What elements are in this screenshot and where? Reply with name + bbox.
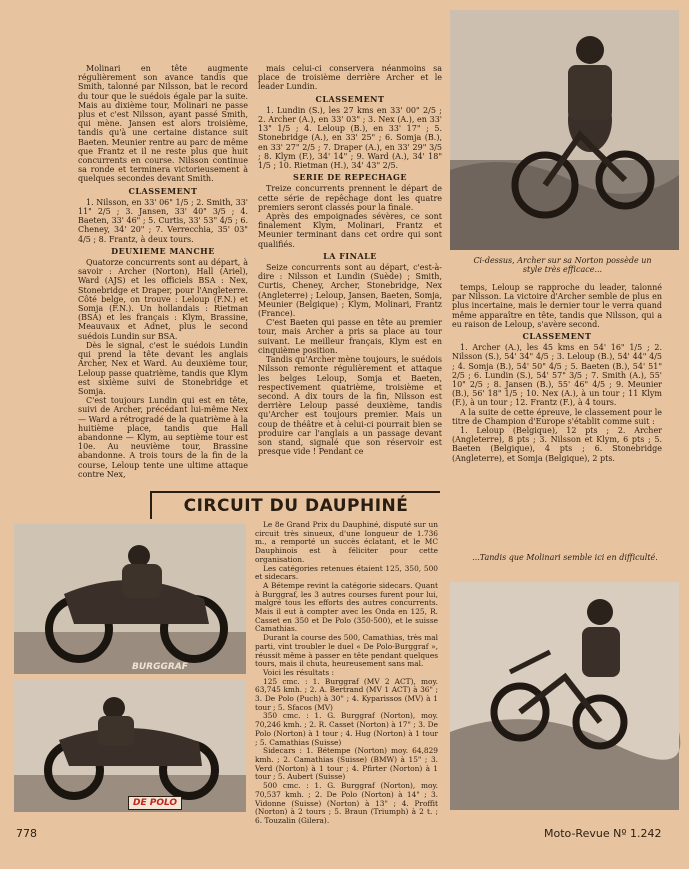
label-depolo: DE POLO: [128, 796, 182, 810]
label-burggraf: BURGGRAF: [132, 662, 188, 672]
results-500: 500 cmc. : 1. G. Burggraf (Norton), moy. 70,537 kmh. ; 2. De Polo (Norton) à 14" ; 3. Vidonne (Suisse) (Norton) à 13" ; 4. Proffit (Norton) à 2 tours ; 5. Braun (Triumph) à 2 t. ; 6. Touzalin (Gilera).: [255, 781, 438, 825]
photo-depolo: [14, 680, 246, 812]
results-350: 350 cmc. : 1. G. Burggraf (Norton), moy. 70,246 kmh. ; 2. R. Casset (Norton) à 17" ; 3. De Polo (Norton) à 1 tour ; 4. Hug (Norton) à 1 tour ; 5. Camathias (Suisse): [255, 711, 438, 747]
finale-paragraph-3: Tandis qu'Archer mène toujours, le suédois Nilsson remonte régulièrement et attaque les belges Leloup, Somja et Baeten, respectivement quatrième, troisième et second. A dix tours de la fin, Nilsson est derrière Leloup passé deuxième, tandis qu'Archer est toujours premier. Mais un coup de théâtre et à celui-ci pourrait bien se produire car l'anglais a un passage devant son stand, signalé que son réservoir est presque vide ! Pendant ce: [258, 355, 442, 457]
dauphine-p3: A Bétempe revint la catégorie sidecars. Quant à Burggraf, les 3 autres courses furent pour lui, malgré tous les efforts des autres concurrents. Mais il eut à compter avec les Onda en 125, R. Casset en 350 et De Polo (350-500), et le suisse Camathias.: [255, 580, 438, 634]
dauphine-title: CIRCUIT DU DAUPHINÉ: [150, 491, 440, 519]
repechage-paragraph-2: Après des empoignades sévères, ce sont finalement Klym, Molinari, Frantz et Meunier terminant dans cet ordre qui sont qualifiés.: [258, 212, 442, 249]
col3-paragraph-1: temps, Leloup se rapproche du leader, talonné par Nilsson. La victoire d'Archer semble de plus en plus incertaine, mais le dernier tour le verra quand même apparaître en tête, tandis que Nilsson, qui a eu raison de Leloup, s'avère second.: [452, 283, 662, 329]
manche-paragraph-3: C'est toujours Lundin qui est en tête, suivi de Archer, précédant lui-même Nex — Ward a rétrogradé de la quatrième à la huitième place, tandis que Hall abandonne — Klym, au septième tour est 10e. Au neuvième tour, Brassine abandonne. A trois tours de la fin de la course, Leloup tente une ultime attaque contre Nex,: [78, 396, 248, 479]
column-2: [258, 64, 442, 484]
col3-classement: 1. Archer (A.), les 45 kms en 54' 16" 1/5 ; 2. Nilsson (S.), 54' 34" 4/5 ; 3. Leloup (B.), 54' 44" 4/5 ; 4. Somja (B.), 54' 50" 4/5 ; 5. Baeten (B.), 54' 51" 2/5 ; 6. Lundin (S.), 54' 57" 3/5 ; 7. Smith (A.), 55' 10" 2/5 ; 8. Jansen (B.), 55' 46" 4/5 ; 9. Meunier (B.), 56' 18" 1/5 ; 10. Nex (A.), à un tour ; 11 Klym (F.), à un tour ; 12. Frantz (F.), à 4 tours.: [452, 343, 662, 408]
column-1: [78, 64, 248, 484]
photo-burggraf: [14, 524, 246, 674]
dauphine-p5: Voici les résultats :: [263, 667, 335, 677]
dauphine-p2: Les catégories retenues étaient 125, 350, 500 et sidecars.: [255, 563, 438, 582]
dauphine-box-rule: [150, 491, 438, 493]
dauphine-p1: Le 8e Grand Prix du Dauphiné, disputé sur un circuit très sinueux, d'une longueur de 1.736 m., a remporté un succès éclatant, et le MC Dauphinois est à féliciter pour cette organisation.: [255, 520, 438, 564]
results-125: 125 cmc. : 1. Burggraf (MV 2 ACT), moy. 63,745 kmh. ; 2. A. Bertrand (MV 1 ACT) à 36" ; 3. De Polo (Puch) à 30" ; 4. Kyparissos (MV) à 1 tour ; 5. Sfacos (MV): [255, 676, 438, 712]
col1-classement-heading: CLASSEMENT: [128, 185, 198, 196]
finale-heading: LA FINALE: [323, 250, 377, 261]
col2-classement: 1. Lundin (S.), les 27 kms en 33' 00" 2/5 ; 2. Archer (A.), en 33' 03" ; 3. Nex (A.), en 33' 13" 1/5 ; 4. Leloup (B.), en 33' 17" ; 5. Stonebridge (A.), en 33' 25" ; 6. Somja (B.), en 33' 27" 2/5 ; 7. Draper (A.), en 33' 29" 3/5 ; 8. Klym (F.), 34' 14" ; 9. Ward (A.), 34' 18" 1/5 ; 10. Rietman (H.), 34' 43" 2/5.: [258, 105, 442, 171]
page-number: 778: [16, 827, 37, 840]
repechage-heading: SERIE DE REPECHAGE: [293, 172, 407, 183]
deuxieme-manche-heading: DEUXIEME MANCHE: [111, 245, 215, 256]
col2-classement-heading: CLASSEMENT: [315, 93, 385, 104]
dauphine-text: [255, 520, 438, 825]
results-sidecars: Sidecars : 1. Bétempe (Norton) moy. 64,829 kmh. ; 2. Camathias (Suisse) (BMW) à 15" ; 3. Verd (Norton) à 1 tour ; 4. Pfirter (Norton) à 1 tour ; 5. Aubert (Suisse): [255, 746, 438, 782]
finale-paragraph-1: Seize concurrents sont au départ, c'est-à-dire : Nilsson et Lundin (Suède) ; Smith, Curtis, Cheney, Archer, Stonebridge, Nex (Angleterre) ; Leloup, Jansen, Baeten, Somja, Meunier (Belgique) ; Klym, Molinari, Frantz (France).: [258, 263, 442, 319]
col1-classement: 1. Nilsson, en 33' 06" 1/5 ; 2. Smith, 33' 11" 2/5 ; 3. Jansen, 33' 40" 3/5 ; 4. Baeten, 33' 46" ; 5. Curtis, 33' 53" 4/5 ; 6. Cheney, 34' 20" ; 7. Verrecchia, 35' 03" 4/5 ; 8. Frantz, à deux tours.: [78, 197, 248, 244]
photo-molinari: [450, 582, 679, 810]
repechage-paragraph-1: Treize concurrents prennent le départ de cette série de repêchage dont les quatre premiers seront classés pour la finale.: [258, 184, 442, 212]
manche-paragraph-1: Quatorze concurrents sont au départ, à savoir : Archer (Norton), Hall (Ariel), Ward (AJS) et les officiels BSA : Nex, Stonebridge et Draper, pour l'Angleterre. Côté belge, on trouve : Leloup (F.N.) et Somja (F.N.). Un hollandais : Rietman (BSA) et les français : Klym, Brassine, Meauvaux et Adnet, plus le second suédois Lundin sur BSA.: [78, 258, 248, 341]
col2-paragraph-1: mais celui-ci conservera néanmoins sa place de troisième derrière Archer et le leader Lundin.: [258, 64, 442, 92]
col3-paragraph-3: 1. Leloup (Belgique), 12 pts ; 2. Archer (Angleterre), 8 pts ; 3. Nilsson et Klym, 6 pts ; 5. Baeten (Belgique), 4 pts ; 6. Stonebridge (Angleterre), et Somja (Belgique), 2 pts.: [452, 426, 662, 463]
col3-paragraph-2: A la suite de cette épreuve, le classement pour le titre de Champion d'Europe s'établit comme suit :: [452, 407, 662, 426]
column-3: [452, 283, 662, 531]
finale-paragraph-2: C'est Baeten qui passe en tête au premier tour, mais Archer a pris sa place au tour suivant. Le meilleur français, Klym est en cinquième position.: [258, 318, 442, 355]
dauphine-p4: Durant la course des 500, Camathias, très mal parti, vint troubler le duel « De Polo-Burggraf », réussit même à passer en tête pendant quelques tours, mais il chuta, heureusement sans mal.: [255, 633, 438, 669]
manche-paragraph-2: Dès le signal, c'est le suédois Lundin qui prend la tête devant les anglais Archer, Nex et Ward. Au deuxième tour, Leloup passe quatrième, tandis que Klym est sixième suivi de Stonebridge et Somja.: [78, 340, 248, 396]
caption-bottom: ...Tandis que Molinari semble ici en difficulté.: [472, 553, 658, 562]
col1-intro: Molinari en tête augmente régulièrement son avance tandis que Smith, talonné par Nilsson, bat le record du tour que le suédois égale par la suite. Mais au dixième tour, Molinari ne passe plus et c'est Nilsson, ayant passé Smith, qui mène. Jansen est alors troisième, tandis qu'à une certaine distance suit Baeten. Meunier rentre au parc de même que Frantz et il ne reste plus que huit concurrents en course. Nilsson continue sa ronde et terminera victorieusement à quelques secondes devant Smith.: [78, 64, 248, 184]
col3-classement-heading: CLASSEMENT: [522, 331, 592, 342]
caption-top: Ci-dessus, Archer sur sa Norton possède un style très efficace...: [473, 256, 652, 275]
magazine-name: Moto-Revue Nº 1.242: [544, 827, 662, 840]
photo-archer: [450, 10, 679, 250]
